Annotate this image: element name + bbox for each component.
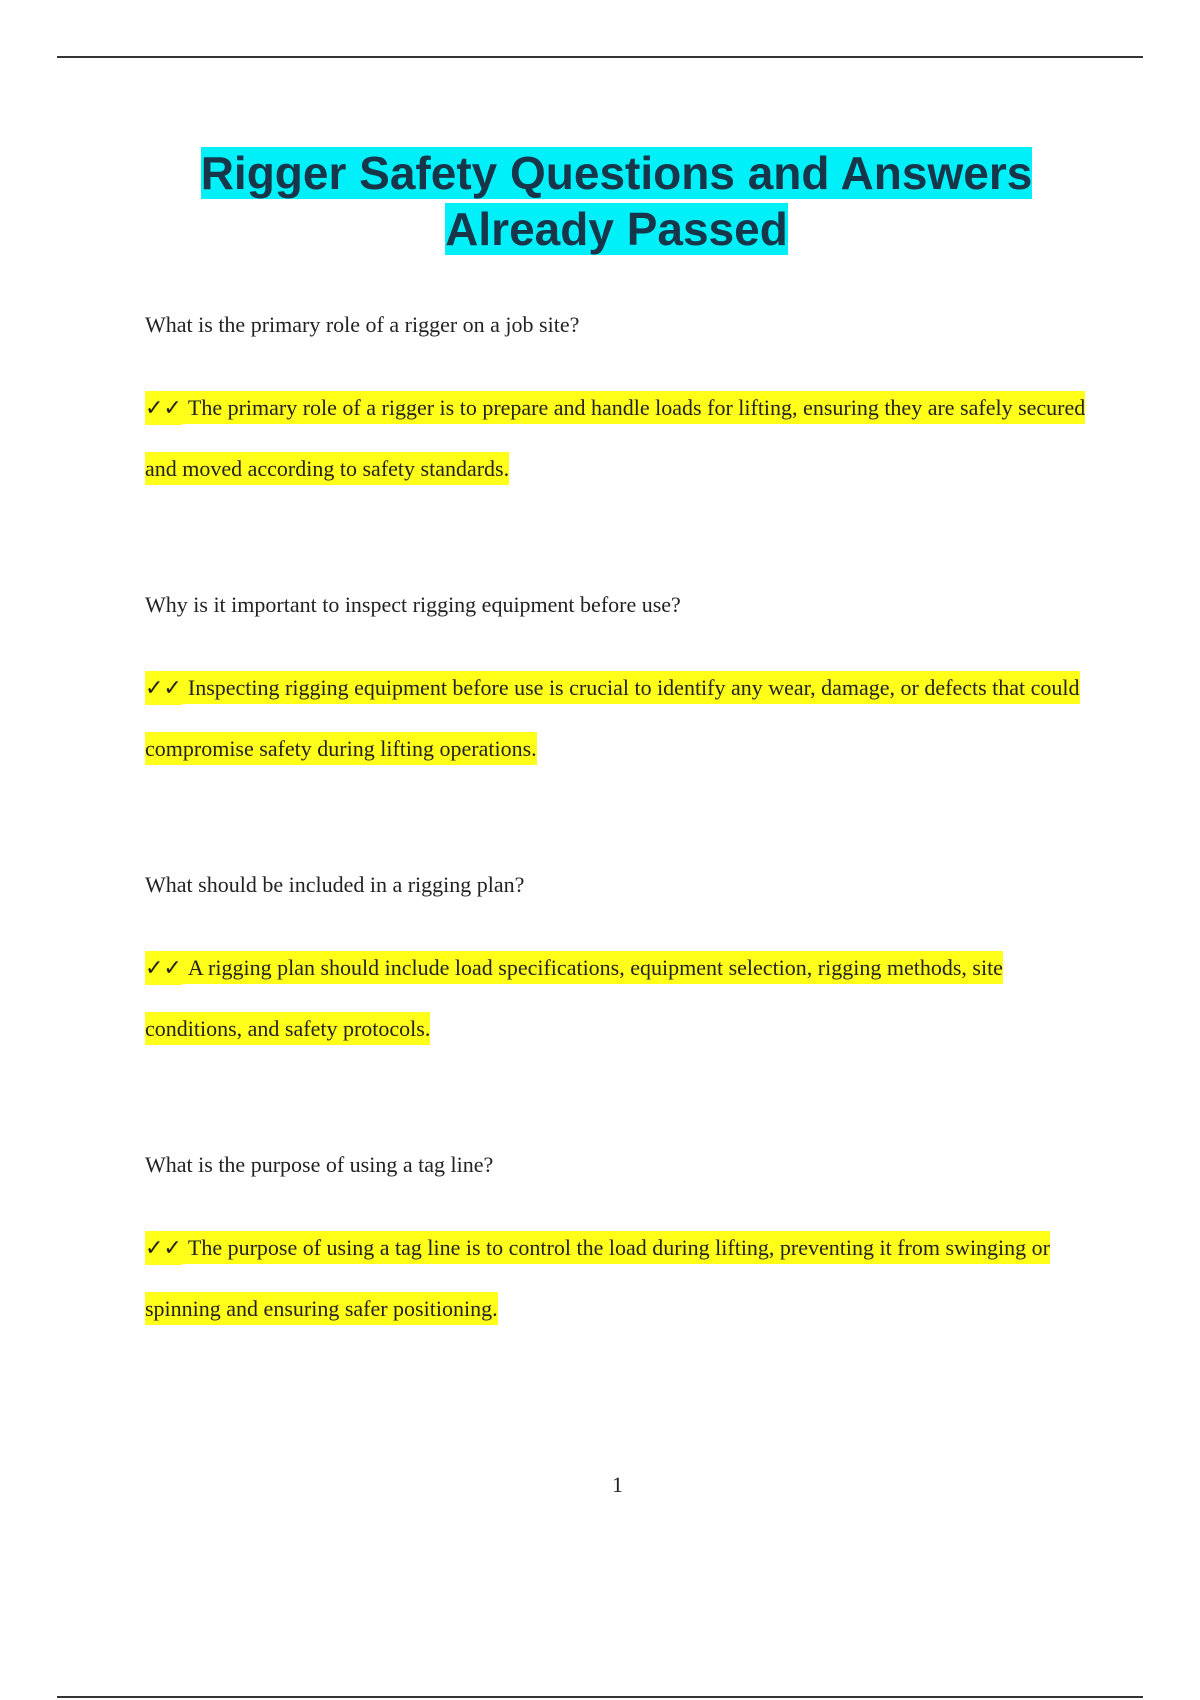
answer-3 (145, 938, 1095, 1059)
answer-1 (145, 378, 1095, 499)
qa-block-4 (145, 1150, 1095, 1339)
check-icon: ✓✓ (145, 672, 182, 705)
question-4: What is the purpose of using a tag line? (145, 1152, 494, 1177)
qa-block-2 (145, 590, 1095, 779)
answer-3-text: A rigging plan should include load specifications, equipment selection, rigging methods, site conditions, and safety protocols. (145, 951, 1003, 1045)
qa-block-3 (145, 870, 1095, 1059)
answer-1-text: The primary role of a rigger is to prepare and handle loads for lifting, ensuring they are safely secured and moved according to safety standards. (145, 391, 1085, 485)
answer-4-text: The purpose of using a tag line is to control the load during lifting, preventing it from swinging or spinning and ensuring safer positioning. (145, 1231, 1050, 1325)
answer-4 (145, 1218, 1095, 1339)
answer-2-text: Inspecting rigging equipment before use is crucial to identify any wear, damage, or defects that could compromise safety during lifting operations. (145, 671, 1080, 765)
answer-2 (145, 658, 1095, 779)
check-icon: ✓✓ (145, 952, 182, 985)
header-rule (57, 56, 1143, 58)
question-2: Why is it important to inspect rigging equipment before use? (145, 592, 681, 617)
page-number: 1 (612, 1472, 623, 1497)
question-1: What is the primary role of a rigger on a job site? (145, 312, 580, 337)
qa-block-1 (145, 310, 1095, 499)
title-line-1: Rigger Safety Questions and Answers (200, 147, 1033, 199)
check-icon: ✓✓ (145, 392, 182, 425)
question-3: What should be included in a rigging plan? (145, 872, 525, 897)
check-icon: ✓✓ (145, 1232, 182, 1265)
footer-rule (57, 1696, 1143, 1698)
title-line-2: Already Passed (445, 203, 788, 255)
document-title (100, 145, 1133, 257)
